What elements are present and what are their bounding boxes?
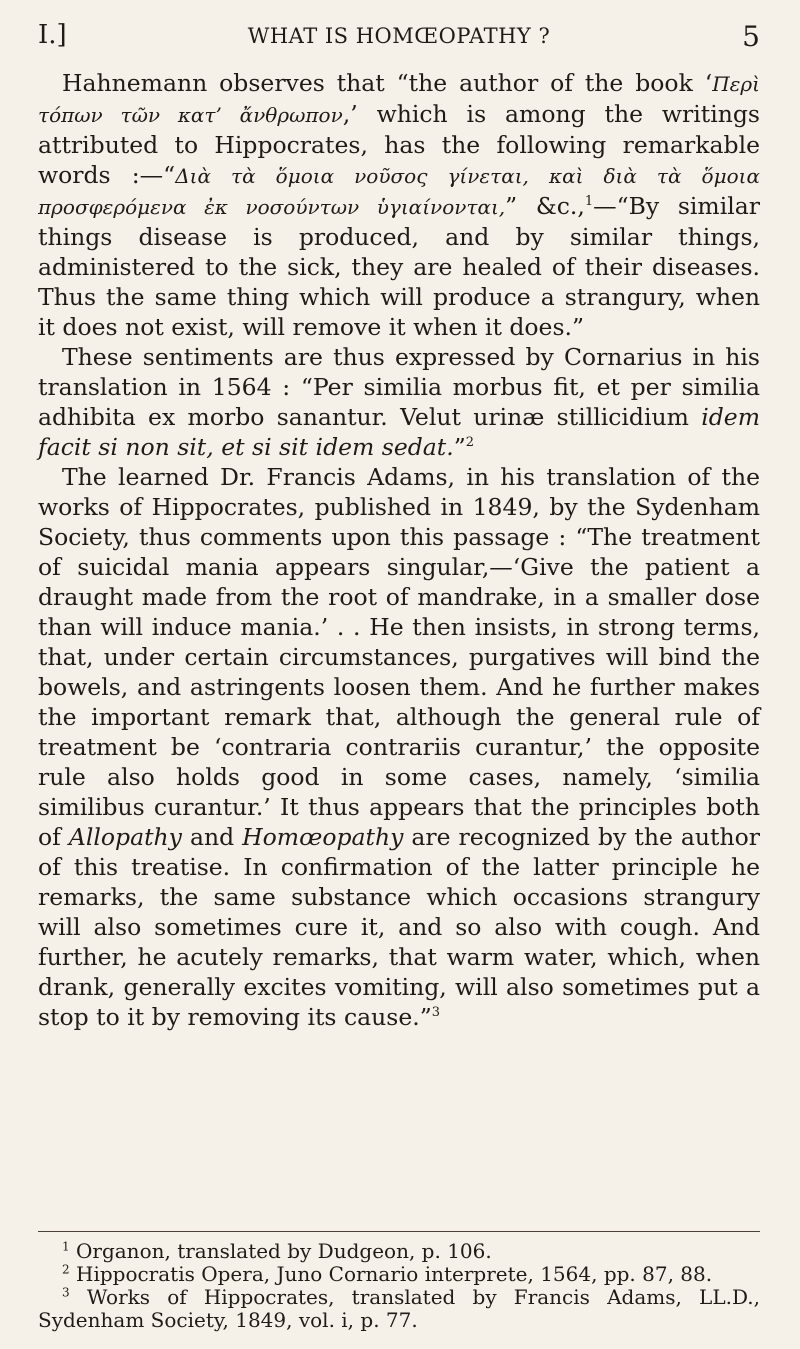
footnote-ref-3: 3 xyxy=(431,1005,440,1021)
footnote-ref-1: 1 xyxy=(584,194,594,210)
footnote-text: Organon, translated by Dudgeon, p. 106. xyxy=(76,1239,492,1263)
p1-greek-quote: Διὰ τὰ ὅμοια νοῦσος γίνεται, καὶ διὰ τὰ ὅμοια προσφερόμενα ἐκ νοσούντων ὑγιαίνονται, xyxy=(38,164,760,219)
page-number: 5 xyxy=(742,20,760,53)
p3-text-b: are recognized by the author of this treatise. In confirmation of the latter principle he remarks, the same substance which occasions strangury will also sometimes cure it, and so also with cough. And further, he acutely remarks, that warm water, which, when drank, generally excites vomiting, will also sometimes put a stop to it by removing its cause.” xyxy=(38,823,760,1031)
footnote-divider xyxy=(38,1231,760,1232)
p2-latin-italic: idem facit si non sit, et si sit idem sedat. xyxy=(38,403,760,461)
p1-greek-title: Περὶ τόπων τῶν κατ’ ἄνθρωπον xyxy=(38,72,760,127)
running-title: WHAT IS HOMŒOPATHY ? xyxy=(247,24,551,48)
body-text xyxy=(38,68,760,1032)
footnote-1 xyxy=(38,1240,760,1263)
footnote-number: 1 xyxy=(62,1239,70,1254)
footnote-ref-2: 2 xyxy=(465,435,474,451)
footnote-2 xyxy=(38,1263,760,1286)
paragraph-2 xyxy=(38,342,760,462)
footnote-text: Hippocratis Opera, Juno Cornario interprete, 1564, pp. 87, 88. xyxy=(76,1262,713,1286)
section-marker: I.] xyxy=(38,20,67,50)
p1-text-b: ,’ which is among the writings attributed to Hippocrates, has the following remarkable words :—“ xyxy=(38,100,760,189)
footnote-number: 2 xyxy=(62,1262,70,1277)
p3-homoeopathy: Homœopathy xyxy=(242,823,404,851)
footnote-text: Works of Hippocrates, translated by Francis Adams, LL.D., Sydenham Society, 1849, vol. i, p. 77. xyxy=(38,1285,760,1332)
footnote-3 xyxy=(38,1286,760,1332)
p3-allopathy: Allopathy xyxy=(68,823,182,851)
footnote-number: 3 xyxy=(62,1285,70,1300)
p1-text-c: ” &c., xyxy=(505,192,585,220)
p3-text-a: The learned Dr. Francis Adams, in his translation of the works of Hippocrates, published in 1849, by the Sydenham Society, thus comments upon this passage : “The treatment of suicidal mania appears singular,—‘Give the patient a draught made from the root of mandrake, in a smaller dose than will induce mania.’ . . He then insists, in strong terms, that, under certain circumstances, purgatives will bind the bowels, and astringents loosen them. And he further makes the important remark that, although the general rule of treatment be ‘contraria contrariis curantur,’ the opposite rule also holds good in some cases, namely, ‘similia similibus curantur.’ It thus appears that the principles both of xyxy=(38,463,760,851)
p2-text-a: These sentiments are thus expressed by Cornarius in his translation in 1564 : “Per similia morbus fit, et per similia adhibita ex morbo sanantur. Velut urinæ stillicidium xyxy=(38,343,760,431)
p2-text-b: ” xyxy=(453,433,466,461)
p1-text-a: Hahnemann observes that “the author of the book ‘ xyxy=(62,69,713,97)
p3-and: and xyxy=(181,823,243,851)
paragraph-3 xyxy=(38,462,760,1032)
footnotes xyxy=(38,1240,760,1332)
p1-text-d: —“By similar things disease is produced, and by similar things, administered to the sick, they are healed of their diseases. Thus the same thing which will produce a strangury, when it does not exist, will remove it when it does.” xyxy=(38,192,760,341)
page-header xyxy=(38,20,760,60)
paragraph-1 xyxy=(38,68,760,342)
